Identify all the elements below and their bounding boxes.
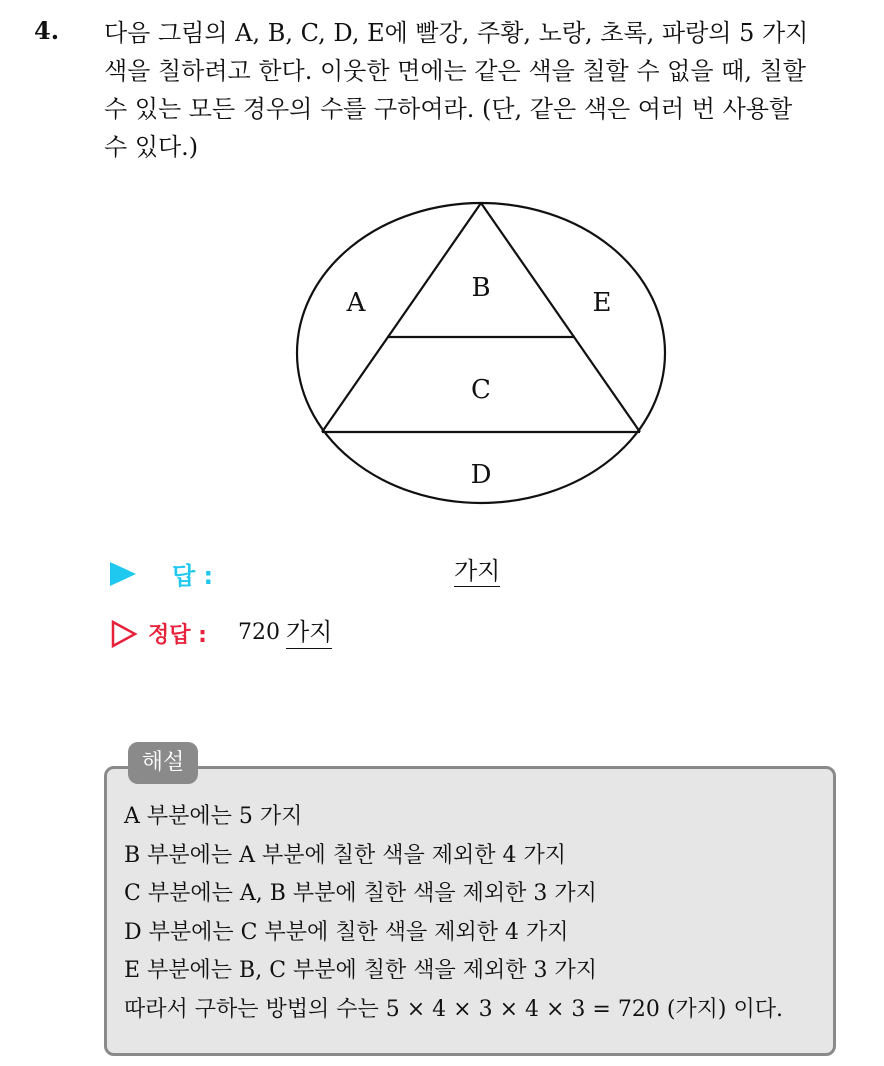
region-label-d: D [470, 460, 492, 490]
explanation-title: 해설 [128, 742, 198, 784]
correct-answer-row [110, 616, 530, 656]
problem-line: 수 있다.) [104, 133, 199, 161]
correct-answer-unit: 가지 [286, 616, 332, 649]
explanation-line: D 부분에는 C 부분에 칠한 색을 제외한 4 가지 [124, 919, 569, 945]
region-label-b: B [471, 273, 491, 303]
explanation-line: B 부분에는 A 부분에 칠한 색을 제외한 4 가지 [124, 842, 567, 868]
region-figure [294, 200, 670, 520]
problem-line: 수 있는 모든 경우의 수를 구하여라. (단, 같은 색은 여러 번 사용할 [104, 95, 793, 123]
region-label-a: A [346, 288, 366, 318]
explanation-line: A 부분에는 5 가지 [124, 804, 303, 829]
correct-answer-triangle-icon [110, 620, 138, 648]
triangle-right-side [481, 203, 640, 432]
answer-label: 답 : [172, 562, 214, 590]
answer-triangle-icon [110, 562, 136, 586]
correct-answer-value: 720 [238, 620, 280, 645]
correct-answer-label: 정답 : [148, 623, 207, 648]
problem-line: 다음 그림의 A, B, C, D, E에 빨강, 주황, 노랑, 초록, 파랑의 5 가지 [104, 19, 809, 47]
explanation-text [124, 798, 783, 1029]
answer-row [110, 556, 530, 592]
explanation-line: E 부분에는 B, C 부분에 칠한 색을 제외한 3 가지 [124, 958, 598, 983]
region-label-c: C [471, 375, 491, 405]
problem-line: 색을 칠하려고 한다. 이웃한 면에는 같은 색을 칠할 수 없을 때, 칠할 [104, 57, 806, 85]
problem-number: 4. [34, 16, 60, 45]
explanation-line: 따라서 구하는 방법의 수는 5 × 4 × 3 × 4 × 3 = 720 (가지) 이다. [124, 996, 783, 1022]
answer-unit: 가지 [454, 557, 501, 585]
region-label-e: E [592, 288, 612, 318]
problem-text [104, 14, 860, 166]
outer-ellipse [297, 203, 665, 503]
explanation-line: C 부분에는 A, B 부분에 칠한 색을 제외한 3 가지 [124, 881, 597, 906]
